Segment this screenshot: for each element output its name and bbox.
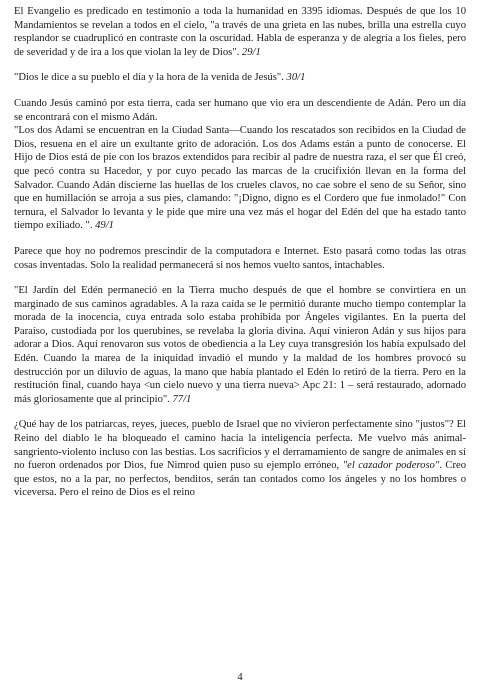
reference-49-1: 49/1 [95,220,114,232]
reference-29-1: 29/1 [241,46,261,58]
paragraph-jardin-eden: "El Jardín del Edén permaneció en la Tierra mucho después de que el hombre se convirtiera en un marginado de sus caminos agradables. A la raza caída se le permitió durante mucho tiempo contemplar la morada de la inocencia, cuya entrada solo estaba prohibida por Ángeles vigilantes. En la puerta del Paraíso, custodiada por los querubines, se revelaba la gloria divina. Aquí vinieron Adán y sus hijos para adorar a Dios. Aquí renovaron sus votos de obediencia a la Ley cuya transgresión los había expulsado del Edén. Cuando la marea de la iniquidad invadió el mundo y la maldad de los hombres provocó su destrucción por un diluvio de aguas, la mano que había plantado el Edén lo retiró de la tierra. Pero en la restitución final, cuando haya <un cielo nuevo y una tierra nueva> Apc 21: 1 – será restaurado, adornado más gloriosamente que al principio". 77/1 [14,285,466,405]
paragraph-dios-le-dice: "Dios le dice a su pueblo el día y la hora de la venida de Jesús". 30/1 [14,72,306,84]
reference-30-1: 30/1 [286,72,306,84]
paragraph-patriarcas: ¿Qué hay de los patriarcas, reyes, jueces, pueblo de Israel que no vivieron perfectamente sino "justos"? El Reino del diablo le ha bloqueado el camino hacia la inteligencia perfecta. Me vuelvo más animal-sangriento-violento incluso con las bestias. Los sacrificios y el derramamiento de sangre de animales en sí no fueron ordenados por Dios, fue Nimrod quien puso su ejemplo erróneo, "el cazador poderoso". Creo que estos, no a la par, no perfectos, benditos, serán tan contados como los ángeles y no los hombres o viceversa. Pero el reino de Dios es el reino [14,419,467,499]
page-number: 4 [237,672,243,683]
italic-phrase: "el cazador poderoso" [342,460,440,472]
paragraph-computadora: Parece que hoy no podremos prescindir de la computadora e Internet. Esto pasará como todas las otras cosas inventadas. Solo la realidad permanecerá si nos hemos vuelto santos, intachables. [14,245,466,271]
paragraph-evangelio: El Evangelio es predicado en testimonio a toda la humanidad en 3395 idiomas. Después de que los 10 Mandamientos se revelan a todos en el cielo, "a través de una grieta en las nubes, brilla una estrella cuyo resplandor se cuadruplicó en contraste con la oscuridad. Habla de esperanza y de alegría a los fieles, pero de severidad y de ira a los que violan la ley de Dios". 29/1 [14,6,466,58]
paragraph-los-dos-adami: "Los dos Adami se encuentran en la Ciudad Santa—Cuando los rescatados son recibidos en la Ciudad de Dios, resuena en el aire un exultante grito de adoración. Los dos Adams están a punto de conocerse. El Hijo de Dios está de pie con los brazos extendidos para recibir al padre de nuestra raza, el ser que Él creó, que pecó contra su Hacedor, y por cuyo pecado las marcas de la crucifixión llevan en la forma del Salvador. Cuando Adán discierne las huellas de los crueles clavos, no cae sobre el seno de su Señor, sino que en humillación se arroja a sus pies, clamando: "¡Digno, digno es el Cordero que fue inmolado!" Con ternura, el Salvador lo levanta y le pide que mire una vez más el hogar del Edén del que ha estado tanto tiempo exiliado. ". 49/1 [14,125,466,232]
paragraph-jesus-adan: Cuando Jesús caminó por esta tierra, cada ser humano que vio era un descendiente de Adán. Pero un día se encontrará con el mismo Adán. [14,97,466,123]
reference-77-1: 77/1 [172,393,192,405]
